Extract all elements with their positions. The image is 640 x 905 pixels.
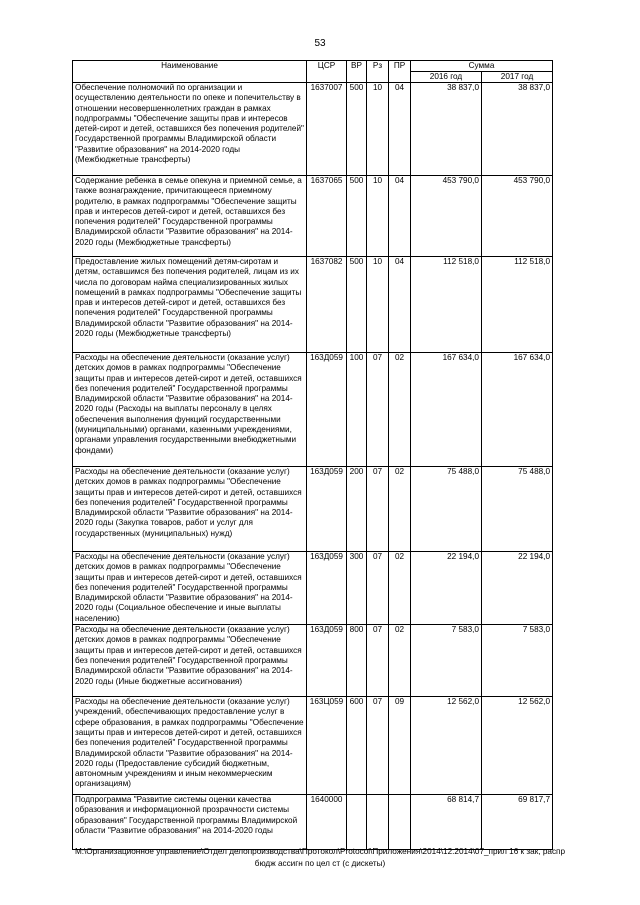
row-pr: 02 xyxy=(389,552,411,625)
table-row xyxy=(73,625,553,697)
row-rz xyxy=(367,795,389,850)
row-name: Расходы на обеспечение деятельности (оказание услуг) детских домов в рамках подпрограммы "Обеспечение защиты прав и интересов детей-сирот и детей, оставшихся без попечения родителей" Государственной программы Владимирской области "Развитие образования" на 2014-2020 годы (Иные бюджетные ассигнования) xyxy=(73,625,307,697)
row-name: Расходы на обеспечение деятельности (оказание услуг) детских домов в рамках подпрограммы "Обеспечение защиты прав и интересов детей-сирот и детей, оставшихся без попечения родителей" Государственной программы Владимирской области "Развитие образования" на 2014-2020 годы (Социальное обеспечение и иные выплаты населению) xyxy=(73,552,307,625)
row-name: Расходы на обеспечение деятельности (оказание услуг) детских домов в рамках подпрограммы "Обеспечение защиты прав и интересов детей-сирот и детей, оставшихся без попечения родителей" Государственной программы Владимирской области "Развитие образования" на 2014-2020 годы (Расходы на выплаты персоналу в целях обеспечения выполнения функций государственными (муниципальными) органами, казенными учреждениями, органами управления государственными внебюджетными фондами) xyxy=(73,353,307,467)
header-rz: Рз xyxy=(367,61,389,83)
row-sum-2017: 112 518,0 xyxy=(482,257,553,353)
row-vr: 100 xyxy=(347,353,367,467)
row-vr: 500 xyxy=(347,176,367,257)
row-rz: 10 xyxy=(367,83,389,176)
row-name: Расходы на обеспечение деятельности (оказание услуг) детских домов в рамках подпрограммы "Обеспечение защиты прав и интересов детей-сирот и детей, оставшихся без попечения родителей" Государственной программы Владимирской области "Развитие образования" на 2014-2020 годы (Закупка товаров, работ и услуг для государственных (муниципальных) нужд) xyxy=(73,467,307,552)
header-name: Наименование xyxy=(73,61,307,83)
row-vr xyxy=(347,795,367,850)
row-csr: 163Д059 xyxy=(307,467,347,552)
header-csr: ЦСР xyxy=(307,61,347,83)
row-csr: 163Ц059 xyxy=(307,697,347,795)
header-year-2016: 2016 год xyxy=(411,72,482,83)
row-pr: 02 xyxy=(389,625,411,697)
header-sum: Сумма xyxy=(411,61,553,72)
row-vr: 500 xyxy=(347,257,367,353)
table-row xyxy=(73,257,553,353)
row-name: Содержание ребенка в семье опекуна и приемной семье, а также вознаграждение, причитающееся приемному родителю, в рамках подпрограммы "Обеспечение защиты прав и интересов детей-сирот и детей, оставшихся без попечения родителей" Государственной программы Владимирской области "Развитие образования" на 2014-2020 годы (Межбюджетные трансферты) xyxy=(73,176,307,257)
row-csr: 163Д059 xyxy=(307,552,347,625)
row-sum-2016: 68 814,7 xyxy=(411,795,482,850)
row-name: Расходы на обеспечение деятельности (оказание услуг) учреждений, обеспечивающих предоставление услуг в сфере образования, в рамках подпрограммы "Обеспечение защиты прав и интересов детей-сирот и детей, оставшихся без попечения родителей" Государственной программы Владимирской области "Развитие образования" на 2014-2020 годы (Предоставление субсидий бюджетным, автономным учреждениям и иным некоммерческим организациям) xyxy=(73,697,307,795)
header-year-2017: 2017 год xyxy=(482,72,553,83)
row-sum-2017: 75 488,0 xyxy=(482,467,553,552)
row-sum-2016: 112 518,0 xyxy=(411,257,482,353)
row-pr: 04 xyxy=(389,176,411,257)
header-vr: ВР xyxy=(347,61,367,83)
table-row xyxy=(73,697,553,795)
row-pr: 09 xyxy=(389,697,411,795)
row-vr: 500 xyxy=(347,83,367,176)
footer-line-1: M:\Организационное управление\Отдел делопроизводства\Протокол\Protocol\Приложения\2014\12.2014\07_прил 16 к зак, распр xyxy=(74,847,566,856)
table-row xyxy=(73,552,553,625)
table-row xyxy=(73,176,553,257)
page-number: 53 xyxy=(314,38,326,49)
row-vr: 600 xyxy=(347,697,367,795)
file-path-footer xyxy=(40,846,600,870)
row-sum-2017: 69 817,7 xyxy=(482,795,553,850)
table-row xyxy=(73,353,553,467)
row-sum-2016: 167 634,0 xyxy=(411,353,482,467)
row-rz: 07 xyxy=(367,625,389,697)
row-pr xyxy=(389,795,411,850)
row-pr: 04 xyxy=(389,257,411,353)
row-csr: 163Д059 xyxy=(307,625,347,697)
table-row xyxy=(73,467,553,552)
row-sum-2016: 7 583,0 xyxy=(411,625,482,697)
row-vr: 200 xyxy=(347,467,367,552)
row-csr: 1637007 xyxy=(307,83,347,176)
row-rz: 07 xyxy=(367,353,389,467)
row-sum-2017: 167 634,0 xyxy=(482,353,553,467)
row-name: Подпрограмма "Развитие системы оценки качества образования и информационной прозрачности системы образования" Государственной программы Владимирской области "Развитие образования" на 2014-2020 годы xyxy=(73,795,307,850)
row-sum-2017: 38 837,0 xyxy=(482,83,553,176)
row-csr: 163Д059 xyxy=(307,353,347,467)
row-rz: 07 xyxy=(367,552,389,625)
row-sum-2016: 22 194,0 xyxy=(411,552,482,625)
row-sum-2017: 22 194,0 xyxy=(482,552,553,625)
row-rz: 07 xyxy=(367,697,389,795)
row-vr: 300 xyxy=(347,552,367,625)
row-sum-2016: 38 837,0 xyxy=(411,83,482,176)
budget-table xyxy=(72,60,553,850)
row-rz: 10 xyxy=(367,176,389,257)
row-rz: 07 xyxy=(367,467,389,552)
row-pr: 02 xyxy=(389,353,411,467)
row-rz: 10 xyxy=(367,257,389,353)
row-sum-2016: 12 562,0 xyxy=(411,697,482,795)
row-csr: 1640000 xyxy=(307,795,347,850)
table-header xyxy=(73,61,553,83)
header-pr: ПР xyxy=(389,61,411,83)
row-sum-2017: 7 583,0 xyxy=(482,625,553,697)
row-csr: 1637065 xyxy=(307,176,347,257)
row-sum-2016: 75 488,0 xyxy=(411,467,482,552)
footer-line-2: бюдж ассигн по цел ст (с дискеты) xyxy=(254,859,386,868)
row-csr: 1637082 xyxy=(307,257,347,353)
row-name: Обеспечение полномочий по организации и осуществлению деятельности по опеке и попечительству в отношении несовершеннолетних граждан в рамках подпрограммы "Обеспечение защиты прав и интересов детей-сирот и детей, оставшихся без попечения родителей" Государственной программы Владимирской области "Развитие образования" на 2014-2020 годы (Межбюджетные трансферты) xyxy=(73,83,307,176)
row-sum-2016: 453 790,0 xyxy=(411,176,482,257)
table-row xyxy=(73,83,553,176)
row-vr: 800 xyxy=(347,625,367,697)
table-row xyxy=(73,795,553,850)
row-pr: 02 xyxy=(389,467,411,552)
row-name: Предоставление жилых помещений детям-сиротам и детям, оставшимся без попечения родителей, лицам из их числа по договорам найма специализированных жилых помещений в рамках подпрограммы "Обеспечение защиты прав и интересов детей-сирот и детей, оставшихся без попечения родителей" Государственной программы Владимирской области "Развитие образования" на 2014-2020 годы (Межбюджетные трансферты) xyxy=(73,257,307,353)
row-pr: 04 xyxy=(389,83,411,176)
row-sum-2017: 453 790,0 xyxy=(482,176,553,257)
row-sum-2017: 12 562,0 xyxy=(482,697,553,795)
